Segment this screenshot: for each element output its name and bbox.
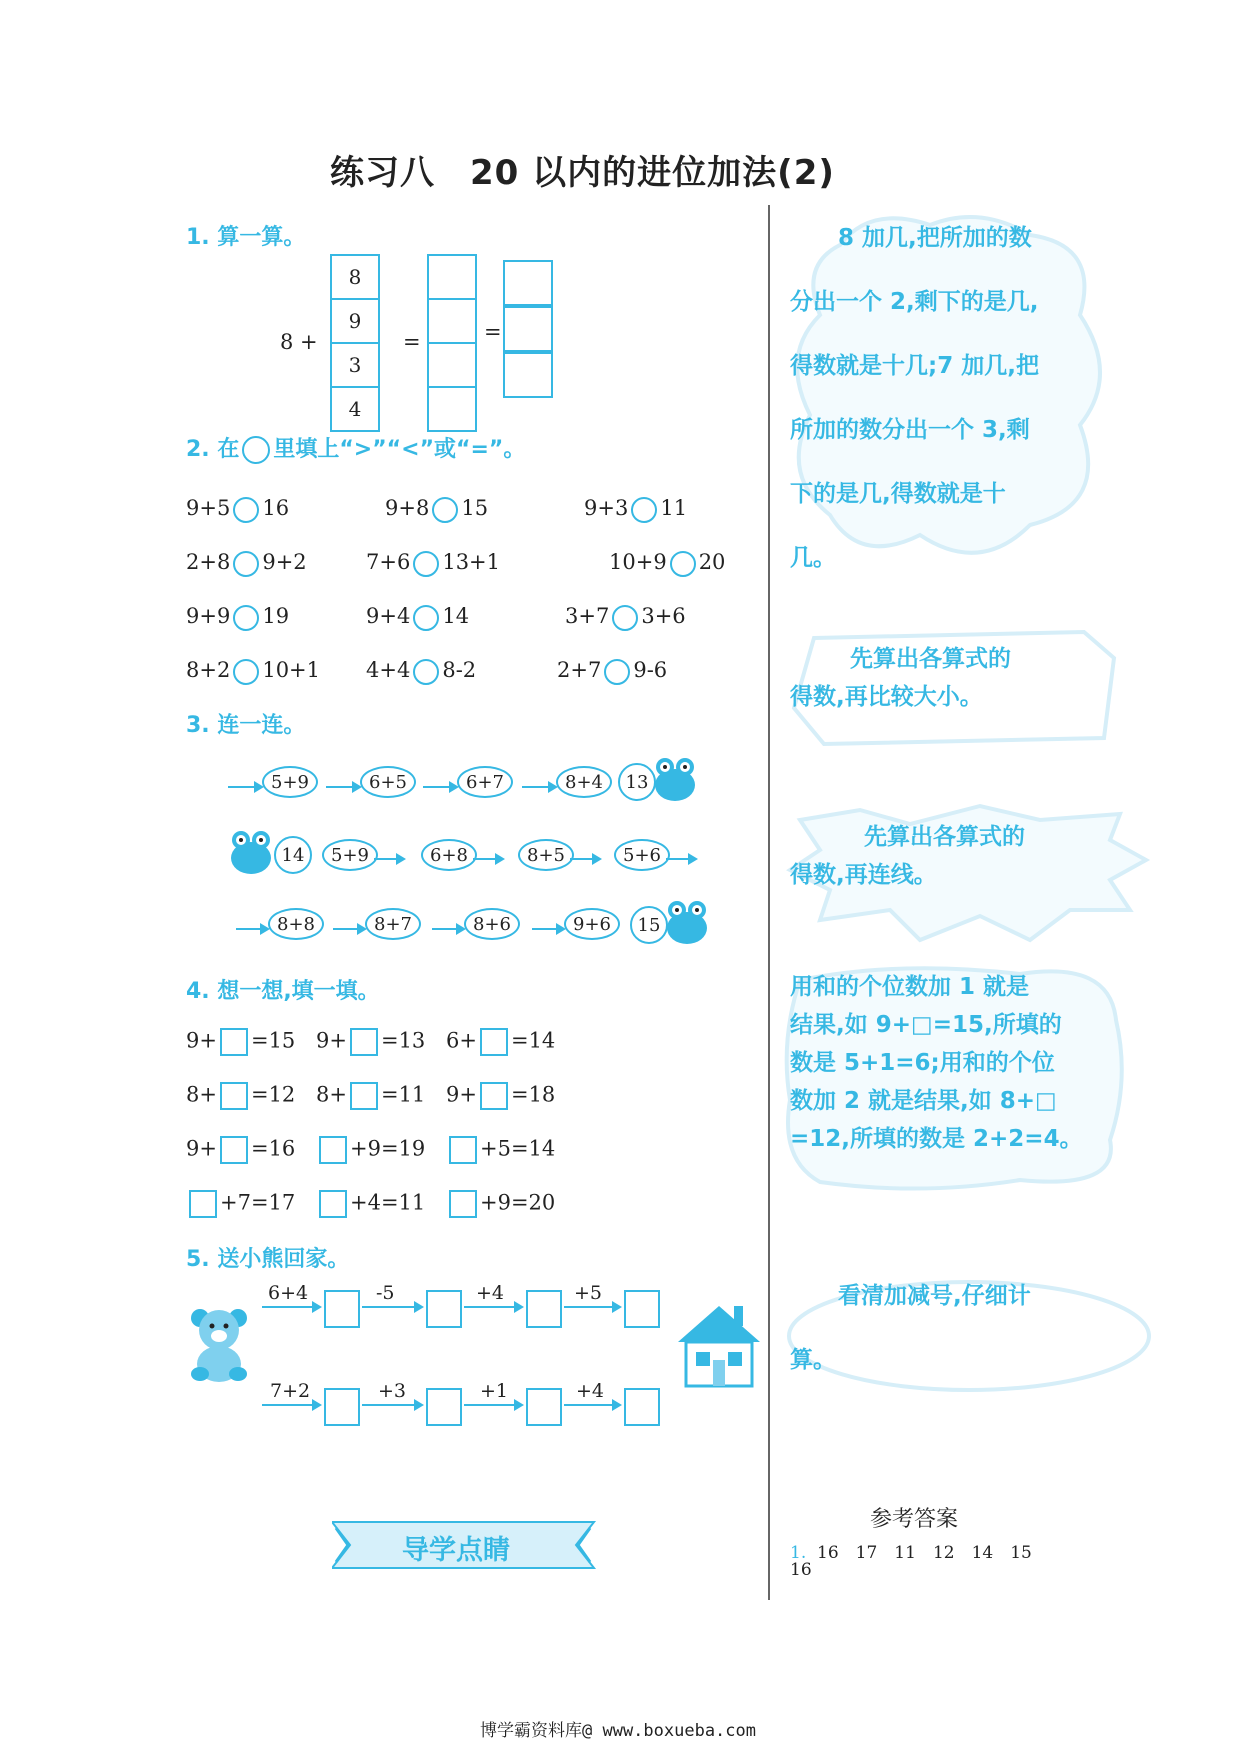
banner-label: 导学点睛 [402,1535,510,1566]
s4-item: 8+ =12 [186,1082,295,1110]
op-label: -5 [376,1282,395,1304]
tadpole-expression[interactable]: 6+8 [421,839,477,871]
result-box[interactable] [324,1388,360,1426]
s2-item: 9+8 15 [385,496,488,523]
fill-box[interactable] [220,1082,248,1110]
s2-item: 3+7 3+6 [565,604,686,631]
result-box[interactable] [624,1388,660,1426]
compare-circle[interactable] [233,605,259,631]
fill-box[interactable] [189,1190,217,1218]
tadpole-expression[interactable]: 9+6 [564,908,620,940]
tadpole-expression[interactable]: 8+4 [556,766,612,798]
s1-operand-4: 4 [330,386,380,432]
result-box[interactable] [324,1290,360,1328]
fill-box[interactable] [220,1028,248,1056]
result-box[interactable] [624,1290,660,1328]
footer-watermark: 博学霸资料库@ www.boxueba.com [480,1721,756,1741]
compare-circle[interactable] [413,605,439,631]
tadpole-tail [333,928,365,930]
s1-operand-2: 9 [330,298,380,344]
s1-operand-3: 3 [330,342,380,388]
tadpole-expression[interactable]: 5+6 [614,839,670,871]
page-title: 练习八 20 以内的进位加法(2) [330,153,835,193]
tip-5: 看清加减号,仔细计 算。 [790,1283,1031,1373]
s2-item: 9+3 11 [584,496,687,523]
arrow [564,1404,620,1406]
answers-line-2: 16 [790,1560,812,1580]
result-box[interactable] [426,1290,462,1328]
s4-item: 9+ =16 [186,1136,295,1164]
fill-box[interactable] [319,1136,347,1164]
s1-result-box-1[interactable] [503,260,553,306]
s1-result-box-3[interactable] [503,352,553,398]
compare-circle[interactable] [233,551,259,577]
frog-icon [664,898,710,948]
s2-item: 9+9 19 [186,604,289,631]
op-label: +3 [378,1380,407,1402]
fill-box[interactable] [220,1136,248,1164]
tip-2: 先算出各算式的 得数,再比较大小。 [790,646,1011,710]
s1-answer-box-1[interactable] [427,254,477,300]
compare-circle[interactable] [631,497,657,523]
op-label: 7+2 [270,1380,311,1402]
op-label: +4 [476,1282,505,1304]
arrow [564,1306,620,1308]
op-label: +5 [574,1282,603,1304]
house-icon [676,1300,762,1390]
s1-answer-box-2[interactable] [427,298,477,344]
compare-circle[interactable] [413,551,439,577]
s1-answer-box-3[interactable] [427,342,477,388]
fill-box[interactable] [449,1190,477,1218]
arrow [262,1404,320,1406]
op-label: +4 [576,1380,605,1402]
op-label: 6+4 [268,1282,309,1304]
frog-number[interactable]: 13 [618,763,656,801]
compare-circle[interactable] [670,551,696,577]
fill-box[interactable] [449,1136,477,1164]
answers-heading: 参考答案 [870,1507,959,1532]
op-label: +1 [480,1380,509,1402]
s4-item: +9=20 [446,1190,555,1218]
compare-circle[interactable] [612,605,638,631]
s4-item: +7=17 [186,1190,295,1218]
frog-number[interactable]: 15 [630,906,668,944]
s4-item: +5=14 [446,1136,555,1164]
s1-lhs: 8 + [280,330,318,354]
arrow [464,1306,522,1308]
arrow [464,1404,522,1406]
frog-icon [652,755,698,805]
bear-icon [186,1306,256,1384]
s2-item: 9+5 16 [186,496,289,523]
s4-item: 9+ =13 [316,1028,425,1056]
column-divider [768,205,770,1600]
s1-equals-1: = [403,330,421,354]
s2-label-pre: 2. 在 [186,437,240,462]
tip-1: 8 加几,把所加的数 分出一个 2,剩下的是几, 得数就是十几;7 加几,把 所加的数分出一个 3,剩 下的是几,得数就是十 几。 [790,225,1039,571]
tadpole-expression[interactable]: 6+5 [360,766,416,798]
compare-circle[interactable] [413,659,439,685]
tadpole-tail [473,858,503,860]
result-box[interactable] [526,1290,562,1328]
tadpole-tail [423,786,457,788]
s2-item: 8+2 10+1 [186,658,320,685]
tadpole-tail [374,858,404,860]
result-box[interactable] [426,1388,462,1426]
tadpole-tail [236,928,268,930]
s1-equals-2: = [484,320,502,344]
s2-item: 4+4 8-2 [366,658,476,685]
tadpole-expression[interactable]: 8+7 [365,908,421,940]
fill-box[interactable] [319,1190,347,1218]
tadpole-tail [570,858,600,860]
arrow [362,1404,422,1406]
compare-circle[interactable] [233,497,259,523]
tadpole-expression[interactable]: 5+9 [322,839,378,871]
tip-3: 先算出各算式的 得数,再连线。 [790,824,1025,888]
tadpole-expression[interactable]: 5+9 [262,766,318,798]
s4-item: +4=11 [316,1190,425,1218]
tadpole-tail [666,858,696,860]
fill-box[interactable] [350,1028,378,1056]
section-3-label: 3. 连一连。 [186,713,306,738]
result-box[interactable] [526,1388,562,1426]
compare-circle[interactable] [233,659,259,685]
compare-circle[interactable] [432,497,458,523]
tadpole-tail [228,786,262,788]
section-5-label: 5. 送小熊回家。 [186,1247,350,1272]
frog-icon [228,828,274,878]
s4-item: 8+ =11 [316,1082,425,1110]
circle-icon [242,436,270,464]
fill-box[interactable] [350,1082,378,1110]
tadpole-tail [532,928,564,930]
s2-item: 10+9 20 [609,550,725,577]
s2-item: 9+4 14 [366,604,469,631]
tadpole-expression[interactable]: 8+8 [268,908,324,940]
s1-answer-box-4[interactable] [427,386,477,432]
tadpole-tail [326,786,360,788]
s4-item: +9=19 [316,1136,425,1164]
s4-item: 9+ =18 [446,1082,555,1110]
frog-number[interactable]: 14 [274,836,312,874]
s4-item: 9+ =15 [186,1028,295,1056]
s2-item: 2+7 9-6 [557,658,667,685]
compare-circle[interactable] [604,659,630,685]
s2-label-post: 里填上“>”“<”或“=”。 [273,437,526,462]
s4-item: 6+ =14 [446,1028,555,1056]
tadpole-expression[interactable]: 6+7 [457,766,513,798]
arrow [262,1306,320,1308]
section-1-label: 1. 算一算。 [186,225,306,250]
s2-item: 2+8 9+2 [186,550,307,577]
fill-box[interactable] [480,1028,508,1056]
s1-operand-1: 8 [330,254,380,300]
tadpole-expression[interactable]: 8+5 [518,839,574,871]
tadpole-tail [432,928,464,930]
s1-result-box-2[interactable] [503,306,553,352]
fill-box[interactable] [480,1082,508,1110]
tip-4: 用和的个位数加 1 就是 结果,如 9+□=15,所填的 数是 5+1=6;用和的个位 数加 2 就是结果,如 8+□ =12,所填的数是 2+2=4。 [790,974,1083,1152]
tadpole-tail [522,786,556,788]
section-4-label: 4. 想一想,填一填。 [186,979,380,1004]
arrow [362,1306,422,1308]
answers-line-1: 1. 16 17 11 12 14 15 [790,1543,1032,1563]
tadpole-expression[interactable]: 8+6 [464,908,520,940]
s2-item: 7+6 13+1 [366,550,500,577]
section-2-label [186,432,525,464]
